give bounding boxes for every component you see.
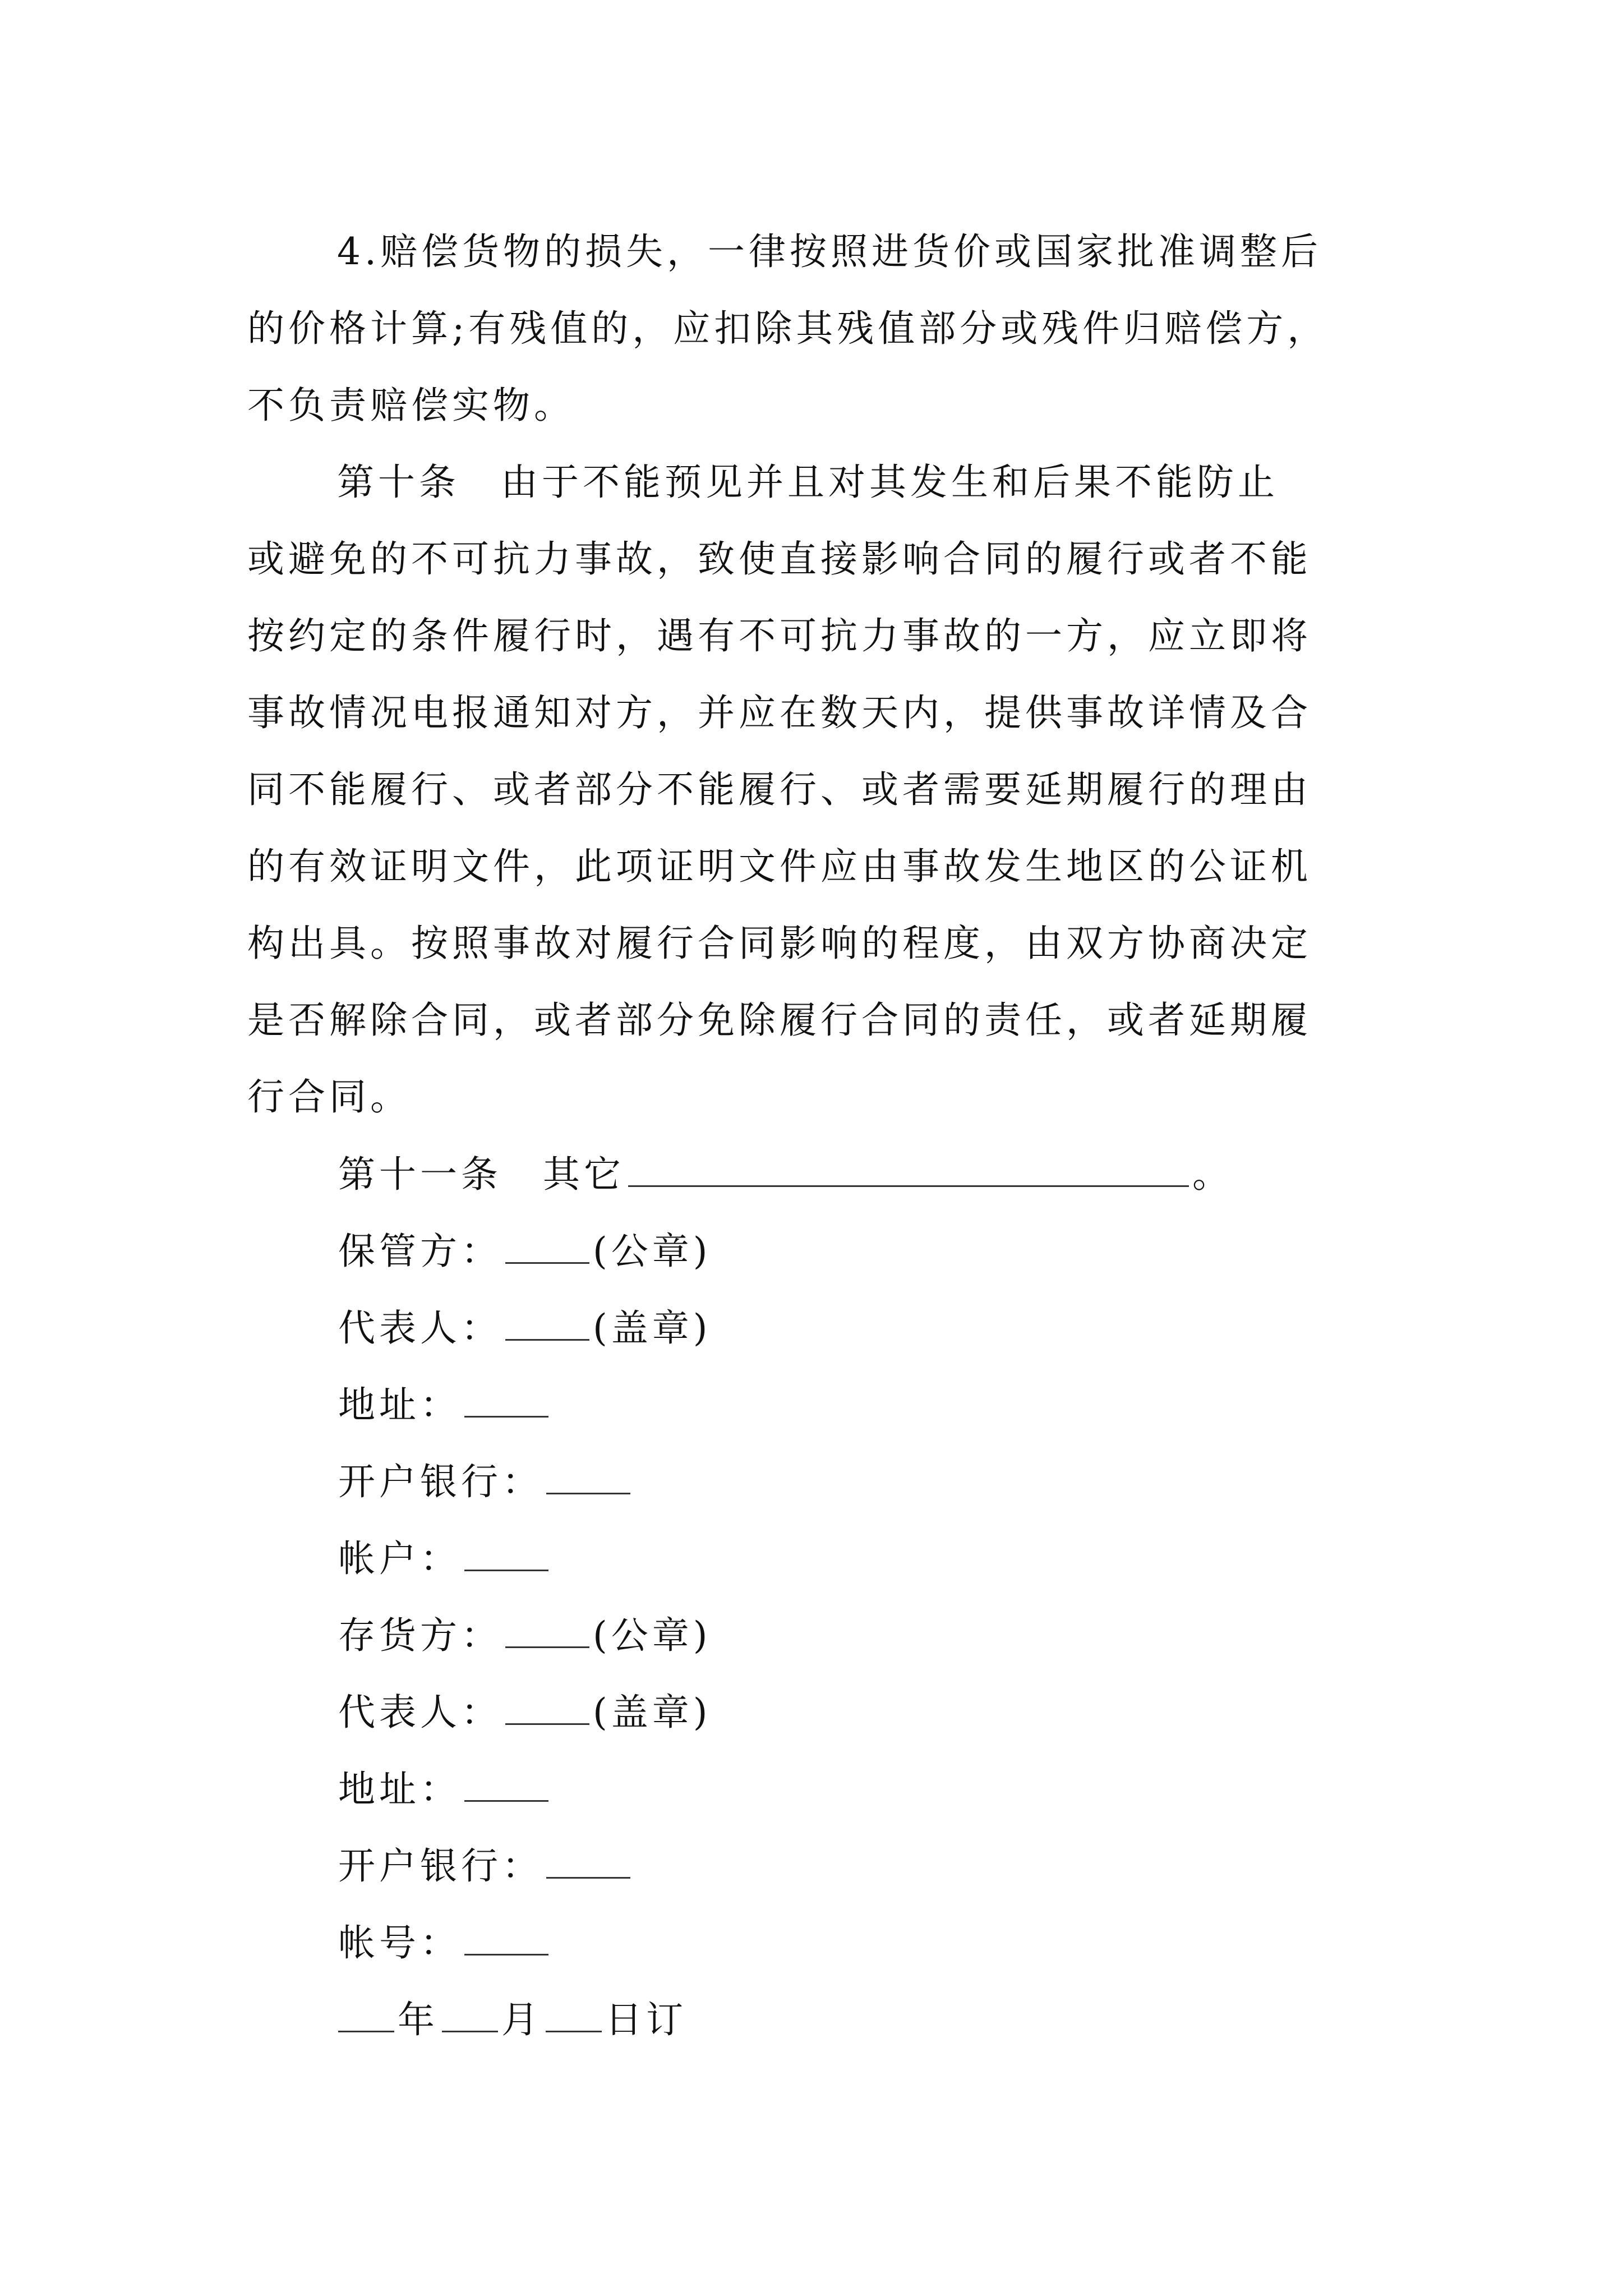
depositor-account-label: 帐号： (338, 1921, 461, 1964)
clause-11-end: 。 (1192, 1153, 1233, 1196)
custodian-address-blank[interactable] (464, 1386, 548, 1418)
day-blank[interactable] (546, 2000, 602, 2032)
depositor-bank-label: 开户银行： (338, 1844, 543, 1888)
depositor-party-blank[interactable] (505, 1616, 589, 1648)
custodian-rep-blank[interactable] (505, 1309, 589, 1341)
depositor-rep-seal: (盖章) (593, 1691, 712, 1734)
custodian-address-label: 地址： (338, 1383, 461, 1427)
depositor-address-row (338, 1751, 552, 1828)
month-blank[interactable] (442, 2000, 498, 2032)
depositor-party-label: 存货方： (338, 1614, 502, 1657)
clause-10-line: 的有效证明文件，此项证明文件应由事故发生地区的公证机 (247, 845, 1312, 888)
depositor-party-seal: (公章) (593, 1614, 712, 1657)
clause-10-line: 第十条 由于不能预见并且对其发生和后果不能防止 (337, 461, 1279, 504)
year-label: 年 (398, 1998, 439, 2041)
depositor-account-row (338, 1904, 552, 1981)
custodian-rep-row (338, 1290, 712, 1366)
day-label: 日订 (605, 1998, 687, 2041)
clause-10-line: 按约定的条件履行时，遇有不可抗力事故的一方，应立即将 (247, 614, 1312, 657)
depositor-rep-row (338, 1674, 712, 1751)
clause-9-item-4 (247, 213, 1385, 444)
custodian-party-seal: (公章) (593, 1230, 712, 1273)
custodian-account-label: 帐户： (338, 1537, 461, 1580)
custodian-rep-label: 代表人： (338, 1306, 502, 1350)
custodian-party-row (338, 1213, 712, 1290)
custodian-account-blank[interactable] (464, 1539, 548, 1571)
depositor-address-label: 地址： (338, 1768, 461, 1811)
year-blank[interactable] (338, 2000, 394, 2032)
depositor-account-blank[interactable] (464, 1924, 548, 1955)
depositor-address-blank[interactable] (464, 1770, 548, 1802)
depositor-party-row (338, 1597, 712, 1674)
month-label: 月 (501, 1998, 542, 2041)
depositor-bank-blank[interactable] (546, 1847, 630, 1879)
custodian-rep-seal: (盖章) (593, 1306, 712, 1350)
custodian-party-label: 保管方： (338, 1230, 502, 1273)
clause-11-label: 第十一条 其它 (338, 1153, 625, 1196)
clause-11 (338, 1136, 1233, 1213)
clause-10-line: 同不能履行、或者部分不能履行、或者需要延期履行的理由 (247, 768, 1312, 811)
clause-10-line: 构出具。按照事故对履行合同影响的程度，由双方协商决定 (247, 922, 1312, 965)
depositor-rep-label: 代表人： (338, 1691, 502, 1734)
clause-10-line: 或避免的不可抗力事故，致使直接影响合同的履行或者不能 (247, 537, 1312, 581)
clause-10-line: 是否解除合同，或者部分免除履行合同的责任，或者延期履 (247, 999, 1312, 1042)
custodian-address-row (338, 1366, 552, 1443)
clause-9-line: 不负责赔偿实物。 (247, 384, 575, 427)
depositor-bank-row (338, 1828, 634, 1904)
clause-11-blank[interactable] (628, 1155, 1189, 1187)
depositor-rep-blank[interactable] (505, 1693, 589, 1725)
clause-10 (247, 444, 1385, 1135)
custodian-bank-label: 开户银行： (338, 1460, 543, 1503)
custodian-bank-row (338, 1443, 634, 1520)
custodian-party-blank[interactable] (505, 1232, 589, 1264)
signing-date-row (338, 1981, 687, 2058)
clause-9-line: 的价格计算;有残值的，应扣除其残值部分或残件归赔偿方， (247, 307, 1329, 350)
clause-10-line: 行合同。 (247, 1075, 411, 1119)
clause-9-line: 4.赔偿货物的损失，一律按照进货价或国家批准调整后 (337, 230, 1322, 273)
clause-10-line: 事故情况电报通知对方，并应在数天内，提供事故详情及合 (247, 691, 1312, 734)
custodian-bank-blank[interactable] (546, 1462, 630, 1494)
custodian-account-row (338, 1520, 552, 1597)
